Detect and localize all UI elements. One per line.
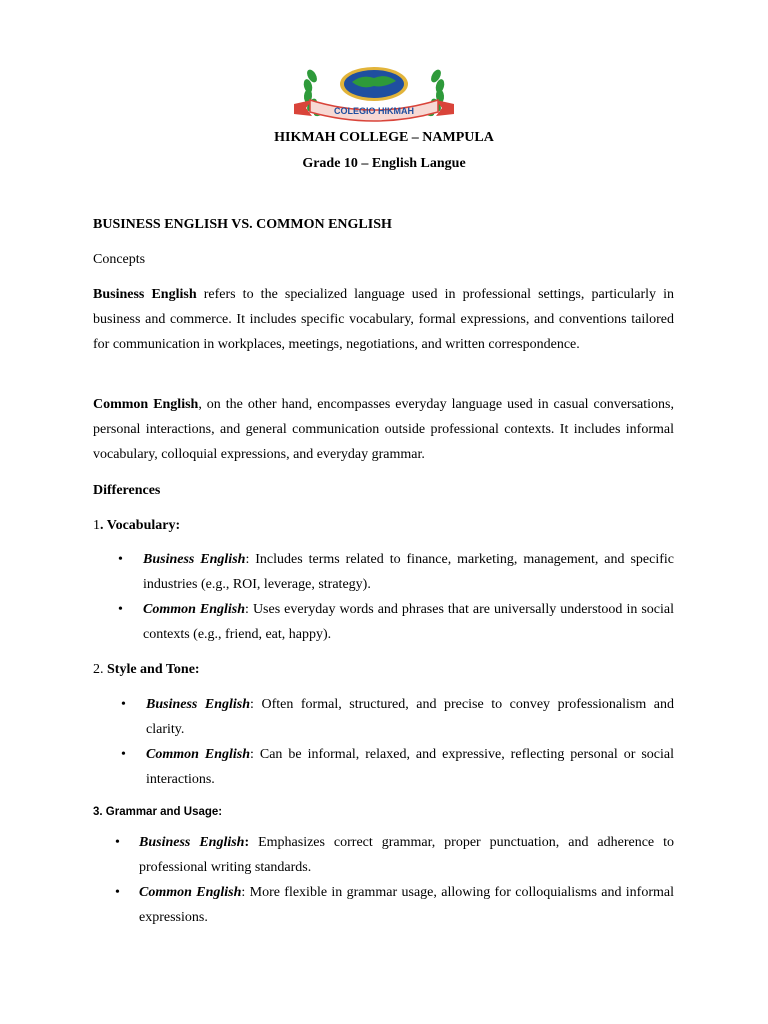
grade-line: Grade 10 – English Langue [302,156,466,171]
section-number: 1 [93,518,100,533]
list-item [146,742,674,792]
section-grammar-heading: 3. Grammar and Usage: [93,806,223,818]
business-english-definition: refers to the specialized language used in professional settings, particularly in business and commerce. It includes specific vocabulary, formal expressions, and conventions tailored for communication in workplaces, meetings, negotiations, and written correspondence. [93,287,675,352]
document-title: BUSINESS ENGLISH VS. COMMON ENGLISH [93,217,392,232]
common-english-paragraph [93,392,674,467]
item-text: Can be informal, relaxed, and expressive, reflecting personal or social interactions. [146,747,674,787]
school-name: HIKMAH COLLEGE – NAMPULA [274,130,494,145]
bullet-icon: • [115,885,120,900]
item-text: Emphasizes correct grammar, proper punctuation, and adherence to professional writing standards. [139,835,675,875]
ribbon-icon [294,100,454,121]
section-number: 2. [93,662,104,677]
list-item [143,547,674,597]
item-term: Common English [143,602,246,617]
item-separator: : [250,747,254,762]
globe-icon [340,67,408,101]
business-english-paragraph [93,282,674,357]
logo-text: COLEGIO HIKMAH [334,106,414,116]
concepts-heading: Concepts [93,252,146,267]
common-english-definition: , on the other hand, encompasses everyday language used in casual conversations, personal interactions, and general communication outside professional contexts. It includes informal vocabulary, colloquial expressions, and everyday grammar. [93,397,674,462]
common-english-term: Common English [93,397,199,412]
list-item [143,597,674,647]
differences-heading: Differences [93,483,161,498]
college-logo [284,64,464,122]
bullet-icon: • [115,835,120,850]
bullet-icon: • [118,552,123,567]
list-item [139,880,674,930]
item-text: More flexible in grammar usage, allowing for colloquialisms and informal expressions. [139,885,674,925]
item-text: Includes terms related to finance, marketing, management, and specific industries (e.g., ROI, leverage, strategy). [143,552,674,592]
business-english-term: Business English [93,287,197,302]
item-separator: : [244,835,250,850]
item-text: Often formal, structured, and precise to convey professionalism and clarity. [146,697,675,737]
bullet-icon: • [121,697,126,712]
list-item [139,830,674,880]
item-separator: : [245,602,249,617]
item-text: Uses everyday words and phrases that are universally understood in social contexts (e.g., friend, eat, happy). [143,602,674,642]
item-term: Common English [146,747,251,762]
item-separator: : [241,885,246,900]
item-separator: : [250,697,254,712]
bullet-icon: • [121,747,126,762]
item-separator: : [245,552,250,567]
item-term: Business English [143,552,246,567]
list-item [146,692,674,742]
section-title: Vocabulary: [106,518,181,533]
section-style-heading [93,657,674,682]
item-term: Common English [139,885,242,900]
section-separator: . [100,518,107,533]
section-vocabulary-heading [93,513,674,538]
section-title: Style and Tone: [107,662,200,677]
bullet-icon: • [118,602,123,617]
item-term: Business English [139,835,245,850]
item-term: Business English [146,697,251,712]
